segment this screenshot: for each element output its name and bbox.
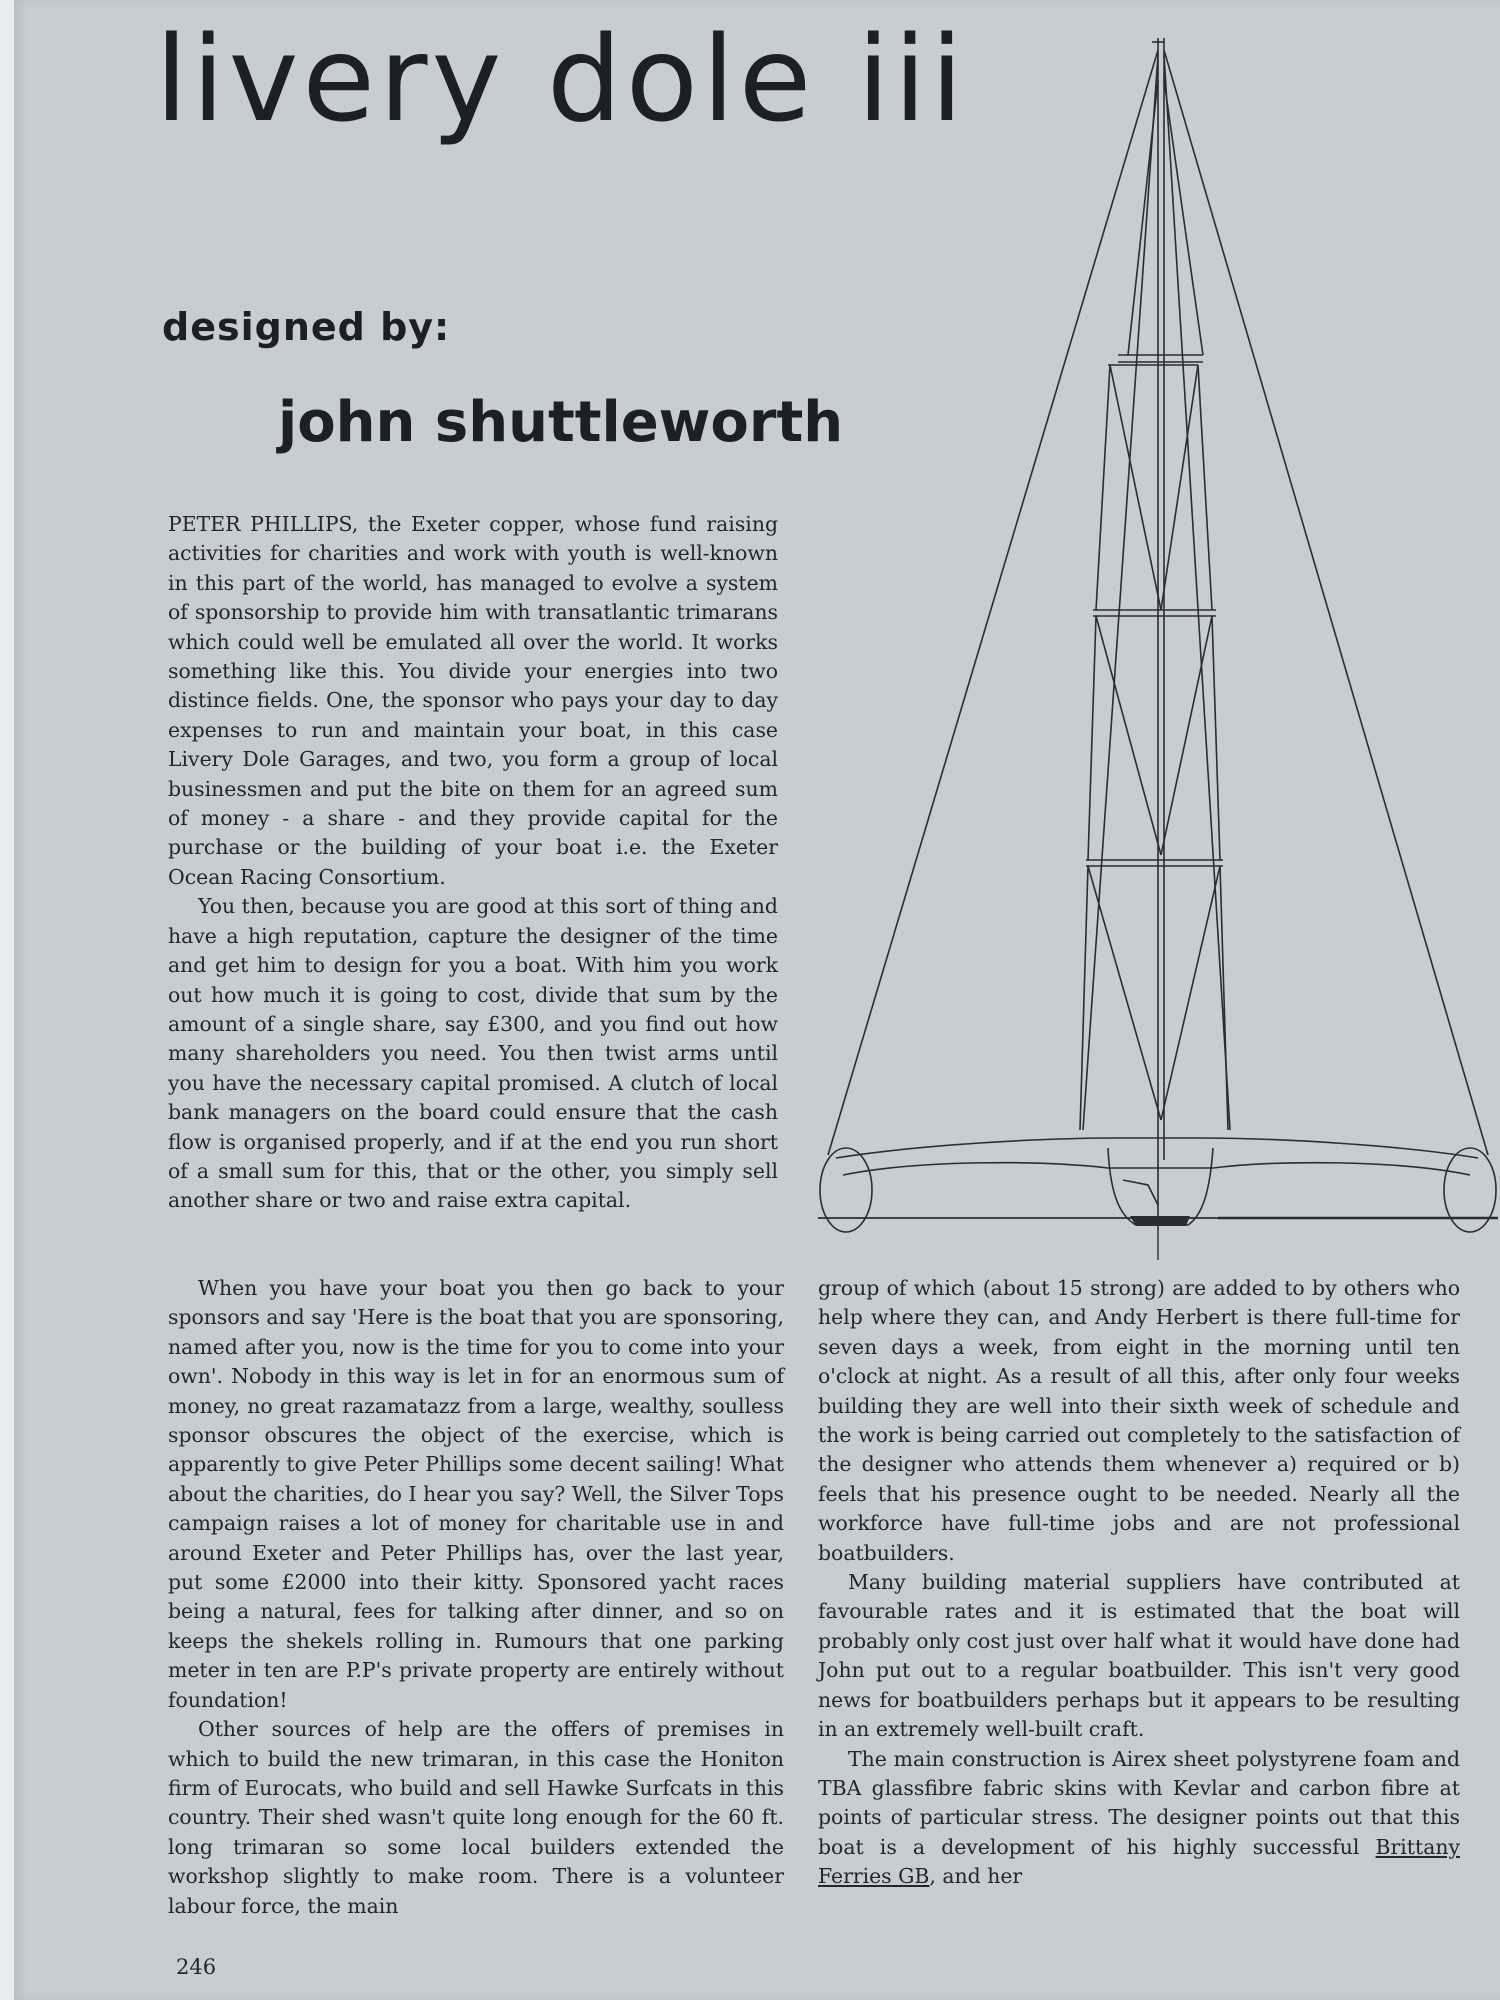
article-title: livery dole iii — [155, 10, 968, 148]
article-column-1 — [168, 510, 778, 1216]
starboard-float — [1444, 1148, 1496, 1232]
text-run: , and her — [929, 1864, 1023, 1889]
port-float — [820, 1148, 872, 1232]
main-hull — [1108, 1148, 1213, 1225]
page-number: 246 — [176, 1955, 217, 1979]
antifouling-band — [1130, 1216, 1190, 1226]
port-stay — [828, 50, 1158, 1155]
designer-name: john shuttleworth — [278, 390, 844, 455]
starboard-stay — [1164, 50, 1488, 1155]
paragraph: When you have your boat you then go back to your sponsors and say 'Here is the boat that you are sponsoring, named after you, now is the time for you to come into your own'. Nobody in this way is let in for an enormous sum of money, no great razamatazz from a large, wealthy, soulless sponsor obscures the object of the exercise, which is apparently to give Peter Phillips some decent sailing! What about the charities, do I hear you say? Well, the Silver Tops campaign raises a lot of money for charitable use in and around Exeter and Peter Phillips has, over the last year, put some £2000 into their kitty. Sponsored yacht races being a natural, fees for talking after dinner, and so on keeps the shekels rolling in. Rumours that one parking meter in ten are P.P's private property are entirely without foundation! — [168, 1276, 784, 1712]
page-edge — [0, 0, 14, 2000]
article-column-2 — [168, 1274, 784, 1921]
paragraph: Many building material suppliers have contributed at favourable rates and it is estimated that the boat will probably only cost just over half what it would have done had John put out to a regular boatbuilder. This isn't very good news for boatbuilders perhaps but it appears to be resulting in an extremely well-built craft. — [818, 1570, 1460, 1742]
underlined-boat-name: Brittany Ferries GB — [818, 1834, 1460, 1889]
article-column-3 — [818, 1274, 1460, 1892]
paragraph — [818, 1745, 1460, 1892]
paragraph: Other sources of help are the offers of premises in which to build the new trimaran, in this case the Honiton firm of Eurocats, who build and sell Hawke Surfcats in this country. Their shed wasn't quite long enough for the 60 ft. long trimaran so some local builders extended the workshop slightly to make room. There is a volunteer labour force, the main — [168, 1717, 784, 1918]
trimaran-sail-plan-drawing — [818, 20, 1498, 1260]
paragraph: PETER PHILLIPS, the Exeter copper, whose fund raising activities for charities and work with youth is well-known in this part of the world, has managed to evolve a system of sponsorship to provide him with transatlantic trimarans which could well be emulated all over the world. It works something like this. You divide your energies into two distince fields. One, the sponsor who pays your day to day expenses to run and maintain your boat, in this case Livery Dole Garages, and two, you form a group of local businessmen and put the bite on them for an agreed sum of money - a share - and they provide capital for the purchase or the building of your boat i.e. the Exeter Ocean Racing Consortium. — [168, 512, 778, 889]
paragraph: group of which (about 15 strong) are added to by others who help where they can, and Andy Herbert is there full-time for seven days a week, from eight in the morning until ten o'clock at night. As a result of all this, after only four weeks building they are well into their sixth week of schedule and the work is being carried out completely to the satisfaction of the designer who attends them whenever a) required or b) feels that his presence ought to be needed. Nearly all the workforce have full-time jobs and are not professional boatbuilders. — [818, 1276, 1460, 1565]
designed-by-label: designed by: — [162, 305, 451, 349]
paragraph: You then, because you are good at this sort of thing and have a high reputation, capture the designer of the time and get him to design for you a boat. With him you work out how much it is going to cost, divide that sum by the amount of a single share, say £300, and you find out how many shareholders you need. You then twist arms until you have the necessary capital promised. A clutch of local bank managers on the board could ensure that the cash flow is organised properly, and if at the end you run short of a small sum for this, that or the other, you simply sell another share or two and raise extra capital. — [168, 894, 778, 1213]
text-run: The main construction is Airex sheet polystyrene foam and TBA glassfibre fabric skins with Kevlar and carbon fibre at points of particular stress. The designer points out that this boat is a development of his highly successful — [818, 1746, 1460, 1859]
